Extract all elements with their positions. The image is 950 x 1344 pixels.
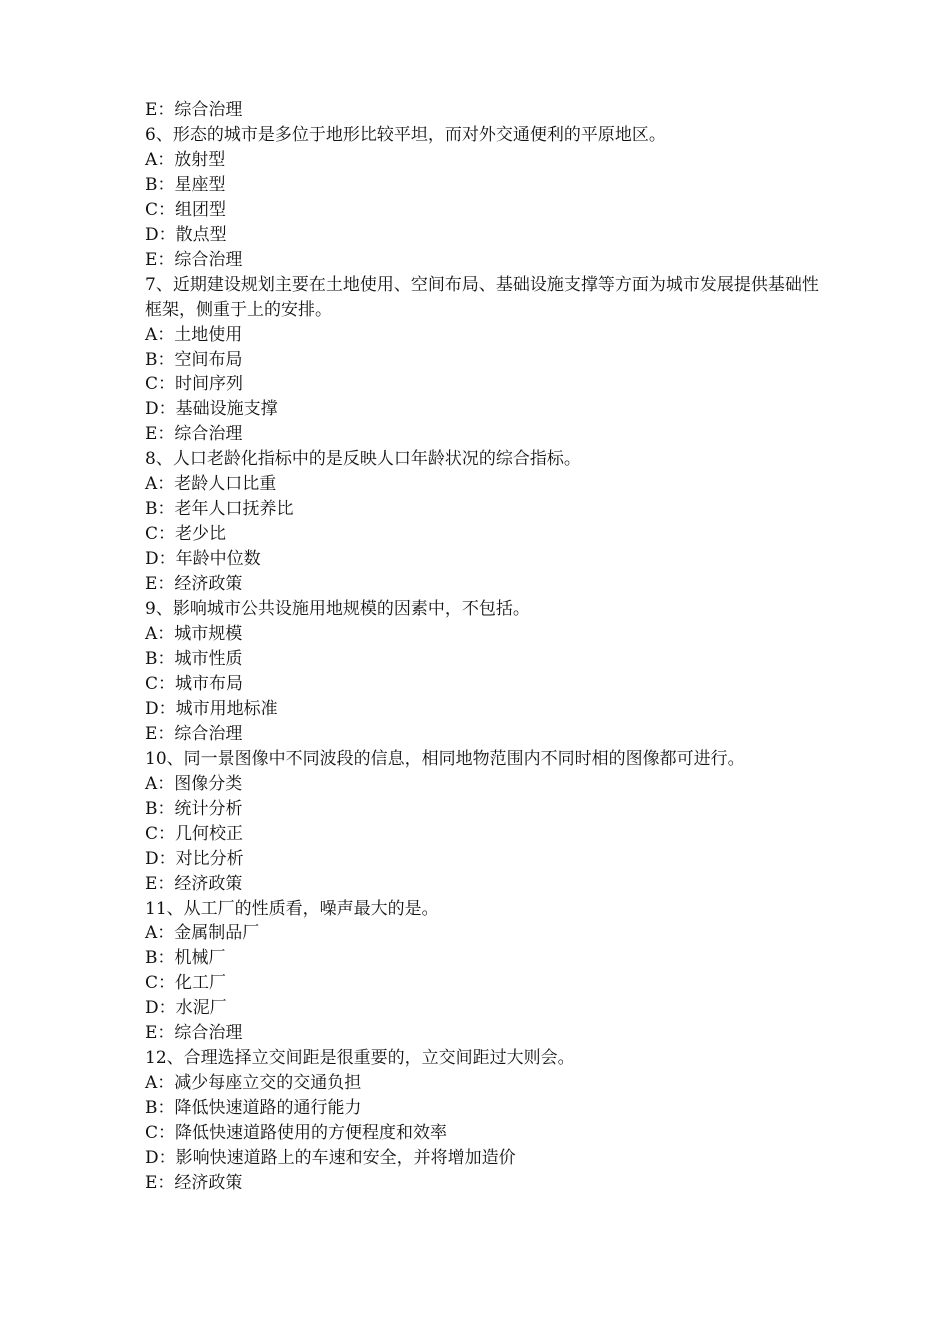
option-b: B：降低快速道路的通行能力 xyxy=(145,1098,362,1119)
option-c: C：老少比 xyxy=(145,524,227,545)
option-b: B：空间布局 xyxy=(145,349,243,370)
question-stem: 10、同一景图像中不同波段的信息，相同地物范围内不同时相的图像都可进行。 xyxy=(145,748,745,769)
option-d: D：影响快速道路上的车速和安全，并将增加造价 xyxy=(145,1148,516,1169)
option-c: C：几何校正 xyxy=(145,823,244,844)
option-e: E：经济政策 xyxy=(145,873,243,894)
option-d: D：城市用地标准 xyxy=(145,698,278,719)
question-stem: 6、形态的城市是多位于地形比较平坦，而对外交通便利的平原地区。 xyxy=(145,124,666,145)
question-stem: 7、近期建设规划主要在土地使用、空间布局、基础设施支撑等方面为城市发展提供基础性框架，侧重于上的安排。 xyxy=(145,274,819,320)
leading-option: E：综合治理 xyxy=(145,100,243,120)
option-b: B：机械厂 xyxy=(145,948,226,969)
option-c: C：降低快速道路使用的方便程度和效率 xyxy=(145,1123,448,1144)
question-stem: 12、合理选择立交间距是很重要的，立交间距过大则会。 xyxy=(145,1048,575,1069)
option-b: B：星座型 xyxy=(145,174,226,195)
option-a: A：减少每座立交的交通负担 xyxy=(145,1073,362,1094)
option-e: E：综合治理 xyxy=(145,249,243,270)
option-c: C：组团型 xyxy=(145,199,227,220)
option-b: B：城市性质 xyxy=(145,648,243,669)
question-list xyxy=(145,98,820,1196)
question-10 xyxy=(145,747,820,897)
option-c: C：时间序列 xyxy=(145,374,244,395)
question-stem: 8、人口老龄化指标中的是反映人口年龄状况的综合指标。 xyxy=(145,449,581,470)
option-a: A：城市规模 xyxy=(145,624,243,645)
option-e: E：综合治理 xyxy=(145,1023,243,1044)
option-a: A：放射型 xyxy=(145,149,226,170)
option-d: D：年龄中位数 xyxy=(145,549,261,570)
option-d: D：基础设施支撑 xyxy=(145,399,278,420)
question-11 xyxy=(145,897,820,1047)
question-stem: 11、从工厂的性质看，噪声最大的是。 xyxy=(145,898,439,919)
option-c: C：化工厂 xyxy=(145,973,227,994)
question-7 xyxy=(145,273,820,448)
question-6 xyxy=(145,123,820,273)
option-a: A：老龄人口比重 xyxy=(145,474,277,495)
option-d: D：水泥厂 xyxy=(145,998,227,1019)
option-b: B：老年人口抚养比 xyxy=(145,499,294,520)
question-8 xyxy=(145,447,820,597)
question-stem: 9、影响城市公共设施用地规模的因素中，不包括。 xyxy=(145,599,530,620)
option-e: E：综合治理 xyxy=(145,424,243,445)
option-b: B：统计分析 xyxy=(145,798,243,819)
option-d: D：散点型 xyxy=(145,224,227,245)
question-12 xyxy=(145,1046,820,1196)
option-a: A：金属制品厂 xyxy=(145,923,260,944)
option-d: D：对比分析 xyxy=(145,848,244,869)
option-e: E：经济政策 xyxy=(145,1172,243,1193)
option-c: C：城市布局 xyxy=(145,673,244,694)
question-9 xyxy=(145,597,820,747)
option-a: A：土地使用 xyxy=(145,324,243,345)
option-a: A：图像分类 xyxy=(145,773,243,794)
option-e: E：综合治理 xyxy=(145,723,243,744)
option-e: E：经济政策 xyxy=(145,574,243,595)
